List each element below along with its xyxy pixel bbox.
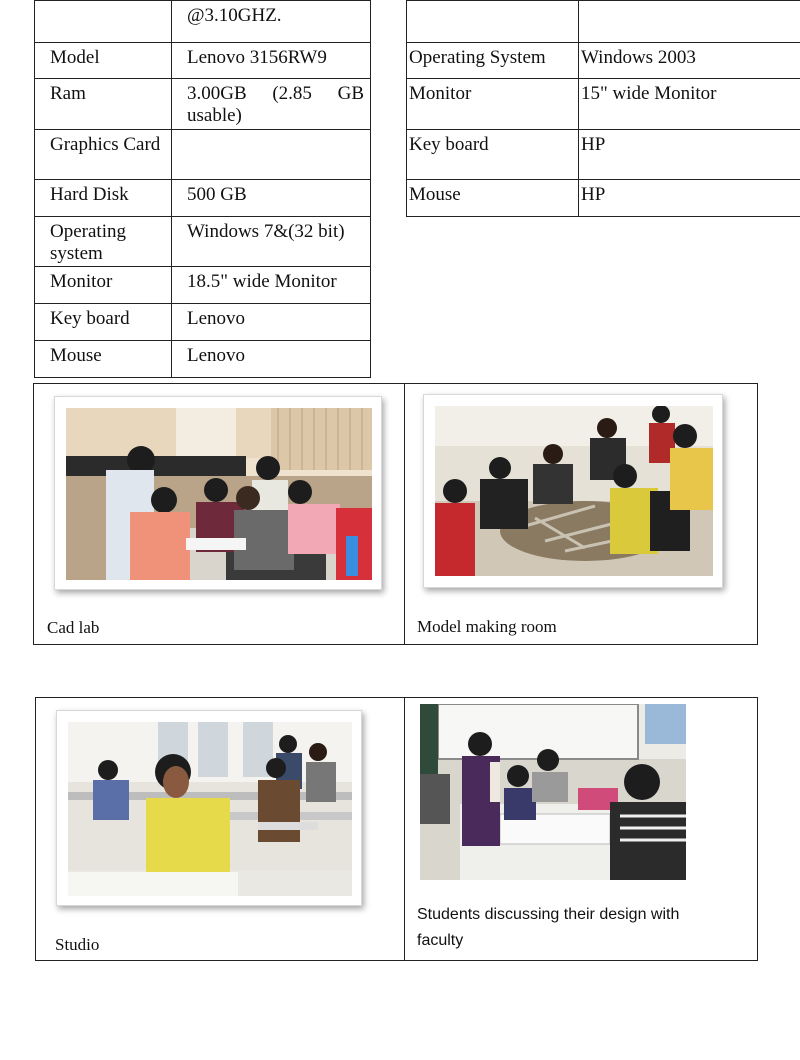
table-row — [407, 79, 800, 130]
spec-value: 3.00GB (2.85 GB usable) — [172, 79, 371, 130]
photo-frame-cad-lab — [54, 396, 382, 590]
table-row — [407, 130, 800, 180]
spec-value: 15" wide Monitor — [579, 79, 800, 130]
table-row — [35, 43, 371, 79]
spec-label: Key board — [35, 304, 172, 341]
photo-frame-design-discussion — [420, 704, 686, 880]
table-row — [35, 304, 371, 341]
spec-label: Hard Disk — [35, 180, 172, 217]
caption-model-making-room: Model making room — [417, 617, 557, 636]
table-row — [35, 341, 371, 378]
table-row — [407, 180, 800, 217]
spec-value — [172, 130, 371, 180]
spec-label: Mouse — [407, 180, 579, 217]
spec-label: Ram — [35, 79, 172, 130]
table-row — [407, 43, 800, 79]
left-spec-table — [34, 0, 371, 378]
table-row — [35, 267, 371, 304]
cell-divider — [404, 698, 405, 960]
spec-value: Windows 2003 — [579, 43, 800, 79]
design-discussion-photo — [420, 704, 686, 880]
spec-label: Monitor — [35, 267, 172, 304]
studio-photo — [68, 722, 352, 896]
spec-value: @3.10GHZ. — [172, 1, 371, 43]
spec-value: 500 GB — [172, 180, 371, 217]
caption-studio: Studio — [55, 935, 100, 954]
spec-label: Mouse — [35, 341, 172, 378]
photo-frame-studio — [56, 710, 362, 906]
caption-design-discussion: Students discussing their design with faculty — [417, 906, 680, 949]
cad-lab-photo — [66, 408, 372, 580]
spec-value: HP — [579, 130, 800, 180]
photo-table-labs — [33, 383, 758, 645]
spec-value — [579, 1, 800, 43]
spec-value: Lenovo 3156RW9 — [172, 43, 371, 79]
spec-label: Operating system — [35, 217, 172, 267]
table-row — [35, 1, 371, 43]
cell-divider — [404, 384, 405, 644]
spec-label: Key board — [407, 130, 579, 180]
spec-label: Operating System — [407, 43, 579, 79]
right-spec-table — [406, 0, 800, 217]
table-row — [35, 79, 371, 130]
spec-label — [35, 1, 172, 43]
caption-cad-lab: Cad lab — [47, 618, 100, 637]
spec-value: HP — [579, 180, 800, 217]
photo-table-studio — [35, 697, 758, 961]
model-making-room-photo — [435, 406, 713, 576]
spec-label: Monitor — [407, 79, 579, 130]
table-row — [35, 180, 371, 217]
spec-value: 18.5" wide Monitor — [172, 267, 371, 304]
table-row — [407, 1, 800, 43]
table-row — [35, 130, 371, 180]
spec-value: Windows 7&(32 bit) — [172, 217, 371, 267]
photo-frame-model-making-room — [423, 394, 723, 588]
spec-label — [407, 1, 579, 43]
spec-label: Graphics Card — [35, 130, 172, 180]
spec-label: Model — [35, 43, 172, 79]
spec-value: Lenovo — [172, 341, 371, 378]
table-row — [35, 217, 371, 267]
spec-value: Lenovo — [172, 304, 371, 341]
